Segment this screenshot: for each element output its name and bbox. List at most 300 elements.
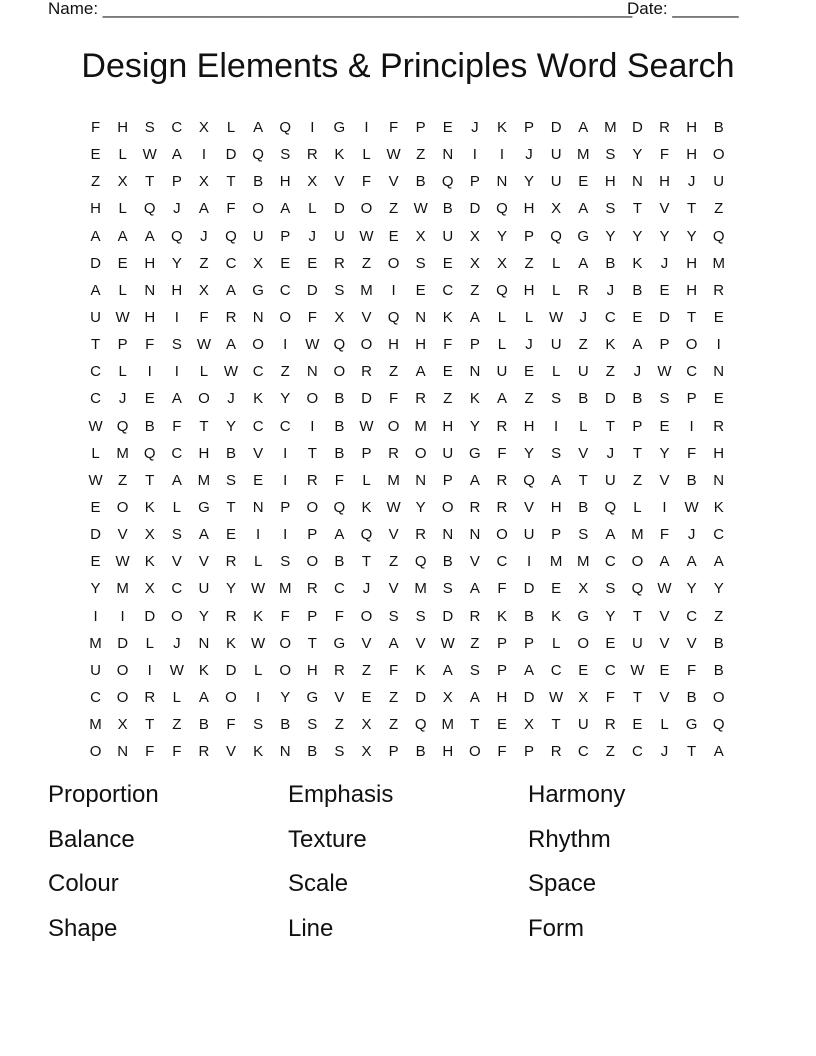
- grid-letter: V: [388, 173, 399, 191]
- grid-letter: J: [227, 390, 235, 408]
- grid-letter: R: [659, 119, 670, 137]
- grid-letter: C: [90, 363, 101, 381]
- grid-letter: W: [684, 499, 699, 517]
- word-list-item: Proportion: [48, 781, 159, 808]
- grid-letter: U: [550, 336, 562, 354]
- grid-letter: P: [524, 743, 535, 761]
- grid-letter: L: [362, 146, 371, 164]
- grid-letter: F: [497, 743, 507, 761]
- grid-letter: R: [550, 743, 562, 761]
- grid-letter: E: [117, 254, 128, 272]
- grid-letter: J: [200, 227, 208, 245]
- grid-letter: F: [280, 607, 290, 625]
- grid-letter: R: [361, 363, 372, 381]
- grid-letter: E: [280, 254, 291, 272]
- grid-letter: B: [686, 689, 697, 707]
- grid-letter: R: [577, 281, 589, 299]
- grid-letter: U: [333, 227, 345, 245]
- grid-letter: N: [469, 526, 481, 544]
- grid-letter: M: [278, 580, 292, 598]
- grid-letter: B: [713, 661, 724, 679]
- grid-letter: U: [550, 173, 562, 191]
- grid-letter: H: [686, 146, 698, 164]
- grid-letter: F: [172, 417, 182, 435]
- grid-letter: A: [171, 146, 182, 164]
- grid-letter: D: [361, 390, 372, 408]
- grid-letter: U: [632, 634, 643, 652]
- grid-letter: D: [659, 309, 670, 327]
- grid-letter: U: [442, 444, 454, 462]
- grid-letter: Q: [333, 336, 346, 354]
- grid-letter: G: [198, 499, 210, 517]
- grid-letter: L: [551, 281, 561, 299]
- grid-letter: I: [120, 607, 125, 625]
- grid-letter: U: [442, 227, 454, 245]
- grid-letter: Z: [714, 607, 724, 625]
- grid-letter: X: [496, 254, 507, 272]
- grid-letter: H: [117, 119, 129, 137]
- grid-letter: T: [90, 336, 101, 354]
- word-list-item: Shape: [48, 914, 118, 942]
- grid-letter: Q: [225, 227, 237, 245]
- grid-letter: P: [686, 390, 697, 408]
- grid-letter: N: [252, 309, 264, 327]
- grid-letter: Q: [387, 309, 400, 327]
- grid-letter: T: [470, 716, 480, 734]
- grid-letter: W: [305, 336, 320, 354]
- grid-letter: A: [469, 689, 480, 707]
- grid-letter: Y: [90, 580, 101, 598]
- grid-letter: I: [283, 526, 288, 544]
- grid-letter: E: [442, 119, 453, 137]
- grid-letter: C: [686, 607, 698, 625]
- grid-letter: L: [118, 200, 127, 218]
- grid-letter: T: [632, 200, 642, 218]
- grid-letter: F: [334, 607, 344, 625]
- grid-letter: Z: [361, 661, 372, 679]
- grid-letter: R: [469, 607, 481, 625]
- grid-letter: P: [117, 336, 128, 354]
- grid-letter: R: [496, 417, 508, 435]
- grid-letter: E: [90, 146, 101, 164]
- grid-letter: L: [118, 281, 127, 299]
- grid-letter: K: [226, 634, 237, 652]
- grid-letter: X: [469, 254, 480, 272]
- grid-letter: Z: [388, 200, 399, 218]
- grid-letter: H: [279, 173, 291, 191]
- grid-letter: V: [659, 689, 670, 707]
- grid-letter: H: [686, 254, 698, 272]
- grid-letter: I: [283, 471, 288, 489]
- grid-letter: U: [604, 471, 616, 489]
- grid-letter: L: [633, 499, 642, 517]
- word-list-item: Space: [528, 870, 597, 897]
- grid-letter: X: [524, 716, 535, 734]
- grid-letter: B: [578, 390, 589, 408]
- grid-letter: Z: [605, 363, 615, 381]
- grid-letter: V: [524, 499, 535, 517]
- grid-letter: L: [551, 254, 561, 272]
- grid-letter: M: [197, 471, 211, 489]
- grid-letter: Y: [524, 173, 535, 191]
- grid-letter: P: [524, 634, 535, 652]
- grid-letter: L: [226, 119, 236, 137]
- grid-letter: C: [604, 661, 616, 679]
- grid-letter: D: [306, 281, 318, 299]
- grid-letter: P: [469, 336, 480, 354]
- grid-letter: H: [713, 444, 725, 462]
- grid-letter: D: [550, 119, 562, 137]
- grid-letter: U: [90, 661, 101, 679]
- grid-letter: S: [469, 661, 480, 679]
- grid-letter: S: [415, 607, 426, 625]
- grid-letter: M: [360, 281, 373, 299]
- grid-letter: P: [307, 607, 318, 625]
- grid-letter: A: [253, 119, 264, 137]
- grid-letter: U: [577, 363, 589, 381]
- grid-letter: F: [605, 689, 615, 707]
- grid-letter: E: [551, 580, 562, 598]
- grid-letter: X: [551, 200, 562, 218]
- grid-letter: J: [362, 580, 371, 598]
- grid-letter: H: [144, 309, 156, 327]
- grid-letter: O: [306, 553, 319, 571]
- grid-letter: S: [551, 444, 562, 462]
- grid-letter: A: [90, 227, 101, 245]
- grid-letter: I: [716, 336, 721, 354]
- grid-letter: G: [252, 281, 264, 299]
- grid-letter: A: [469, 580, 480, 598]
- grid-letter: F: [388, 119, 399, 137]
- grid-letter: J: [308, 227, 317, 245]
- grid-letter: J: [173, 634, 181, 652]
- grid-letter: S: [551, 390, 562, 408]
- grid-letter: C: [279, 417, 291, 435]
- grid-letter: Y: [415, 499, 426, 517]
- grid-letter: K: [253, 390, 264, 408]
- grid-letter: R: [604, 716, 616, 734]
- grid-letter: K: [253, 607, 264, 625]
- grid-letter: L: [308, 200, 317, 218]
- grid-letter: M: [441, 716, 455, 734]
- grid-letter: P: [442, 471, 453, 489]
- grid-letter: N: [442, 526, 454, 544]
- grid-letter: O: [387, 417, 400, 435]
- grid-letter: N: [469, 363, 481, 381]
- grid-letter: D: [632, 119, 643, 137]
- grid-letter: G: [577, 607, 590, 625]
- grid-letter: T: [145, 471, 155, 489]
- grid-letter: Y: [686, 227, 697, 245]
- grid-letter: S: [415, 254, 426, 272]
- grid-letter: R: [469, 499, 481, 517]
- grid-letter: G: [685, 716, 698, 734]
- word-list-item: Texture: [288, 825, 367, 853]
- grid-letter: B: [334, 417, 345, 435]
- grid-letter: F: [145, 743, 155, 761]
- grid-letter: E: [415, 281, 426, 299]
- grid-letter: B: [253, 173, 264, 191]
- grid-letter: Z: [280, 363, 290, 381]
- grid-letter: A: [415, 363, 426, 381]
- grid-letter: T: [578, 471, 588, 489]
- grid-letter: V: [334, 173, 345, 191]
- grid-letter: O: [360, 607, 373, 625]
- grid-letter: Y: [632, 227, 643, 245]
- grid-letter: D: [90, 526, 101, 544]
- grid-letter: T: [632, 689, 642, 707]
- grid-letter: H: [496, 689, 508, 707]
- grid-letter: B: [686, 471, 697, 489]
- grid-letter: R: [225, 553, 237, 571]
- grid-letter: W: [657, 580, 672, 598]
- grid-letter: Z: [388, 689, 399, 707]
- grid-letter: N: [252, 499, 264, 517]
- grid-letter: T: [687, 743, 697, 761]
- grid-letter: H: [550, 499, 562, 517]
- grid-letter: I: [499, 146, 505, 164]
- grid-letter: Z: [388, 553, 399, 571]
- grid-letter: W: [359, 227, 374, 245]
- grid-letter: B: [415, 173, 426, 191]
- grid-letter: U: [523, 526, 535, 544]
- grid-letter: R: [198, 743, 210, 761]
- grid-letter: A: [171, 471, 182, 489]
- grid-letter: H: [659, 173, 670, 191]
- grid-letter: M: [116, 580, 129, 598]
- grid-letter: S: [171, 526, 182, 544]
- grid-letter: Y: [496, 227, 507, 245]
- grid-letter: J: [687, 173, 696, 191]
- grid-letter: M: [414, 417, 427, 435]
- grid-letter: I: [283, 336, 288, 354]
- grid-letter: X: [361, 716, 372, 734]
- grid-letter: Y: [659, 227, 670, 245]
- grid-letter: A: [496, 390, 507, 408]
- grid-letter: R: [415, 390, 427, 408]
- grid-letter: A: [144, 227, 155, 245]
- grid-letter: X: [144, 526, 155, 544]
- grid-letter: T: [632, 607, 642, 625]
- grid-letter: K: [334, 146, 345, 164]
- grid-letter: N: [415, 309, 427, 327]
- grid-letter: R: [388, 444, 399, 462]
- grid-letter: O: [712, 689, 725, 707]
- grid-letter: M: [604, 119, 617, 137]
- grid-letter: E: [713, 390, 724, 408]
- grid-letter: H: [523, 417, 535, 435]
- grid-letter: Z: [524, 390, 534, 408]
- grid-letter: A: [524, 661, 535, 679]
- grid-letter: F: [443, 336, 453, 354]
- grid-letter: X: [117, 716, 128, 734]
- grid-letter: O: [414, 444, 427, 462]
- grid-letter: H: [442, 417, 454, 435]
- grid-letter: K: [415, 661, 426, 679]
- grid-letter: C: [550, 661, 562, 679]
- grid-letter: W: [386, 146, 401, 164]
- grid-letter: H: [144, 254, 156, 272]
- grid-letter: Q: [143, 200, 156, 218]
- grid-letter: T: [605, 417, 615, 435]
- grid-letter: E: [496, 716, 507, 734]
- word-list-item: Colour: [48, 870, 119, 897]
- grid-letter: O: [116, 661, 129, 679]
- grid-letter: M: [549, 553, 563, 571]
- grid-letter: S: [442, 580, 453, 598]
- grid-letter: Y: [632, 146, 643, 164]
- grid-letter: T: [307, 634, 317, 652]
- grid-letter: K: [496, 607, 507, 625]
- grid-letter: Z: [443, 390, 453, 408]
- grid-letter: J: [525, 146, 533, 164]
- grid-letter: R: [496, 499, 508, 517]
- grid-letter: E: [659, 417, 670, 435]
- grid-letter: Z: [714, 200, 724, 218]
- word-list-item: Rhythm: [528, 825, 611, 853]
- grid-letter: R: [144, 689, 156, 707]
- grid-letter: I: [689, 417, 694, 435]
- grid-letter: F: [361, 173, 372, 191]
- grid-letter: D: [225, 661, 237, 679]
- grid-letter: Q: [414, 553, 427, 571]
- grid-letter: F: [226, 716, 236, 734]
- grid-letter: A: [713, 553, 724, 571]
- grid-letter: E: [253, 471, 264, 489]
- grid-letter: A: [605, 526, 616, 544]
- grid-letter: Z: [334, 716, 344, 734]
- grid-letter: H: [388, 336, 399, 354]
- grid-letter: G: [333, 634, 346, 652]
- grid-letter: A: [632, 336, 643, 354]
- grid-letter: H: [306, 661, 318, 679]
- word-list-item: Form: [528, 914, 584, 942]
- grid-letter: A: [226, 281, 237, 299]
- grid-letter: Z: [172, 716, 182, 734]
- grid-letter: A: [198, 200, 209, 218]
- grid-letter: W: [196, 336, 211, 354]
- grid-letter: I: [310, 119, 315, 137]
- grid-letter: C: [604, 553, 616, 571]
- grid-letter: C: [279, 281, 291, 299]
- grid-letter: H: [523, 200, 535, 218]
- grid-letter: O: [252, 200, 264, 218]
- grid-letter: J: [687, 526, 696, 544]
- grid-letter: V: [659, 200, 670, 218]
- grid-letter: I: [256, 689, 261, 707]
- grid-letter: X: [144, 580, 155, 598]
- grid-letter: Y: [469, 417, 480, 435]
- grid-letter: O: [441, 499, 454, 517]
- grid-letter: O: [360, 200, 373, 218]
- grid-letter: S: [253, 716, 264, 734]
- grid-letter: S: [144, 119, 155, 137]
- grid-letter: D: [523, 580, 535, 598]
- grid-letter: E: [361, 689, 372, 707]
- grid-letter: K: [361, 499, 372, 517]
- grid-letter: D: [90, 254, 101, 272]
- grid-letter: W: [169, 661, 184, 679]
- grid-letter: P: [496, 661, 507, 679]
- grid-letter: J: [660, 254, 669, 272]
- grid-letter: M: [116, 444, 129, 462]
- grid-letter: H: [198, 444, 210, 462]
- grid-letter: C: [496, 553, 508, 571]
- grid-letter: A: [171, 390, 182, 408]
- grid-letter: C: [225, 254, 237, 272]
- grid-letter: F: [145, 336, 155, 354]
- grid-letter: P: [659, 336, 670, 354]
- grid-letter: S: [226, 471, 237, 489]
- grid-letter: A: [198, 526, 209, 544]
- grid-letter: V: [469, 553, 480, 571]
- grid-letter: C: [686, 363, 698, 381]
- grid-letter: D: [604, 390, 616, 408]
- grid-letter: A: [90, 281, 101, 299]
- grid-letter: K: [442, 309, 453, 327]
- grid-letter: W: [88, 471, 103, 489]
- grid-letter: L: [172, 689, 181, 707]
- grid-letter: T: [145, 173, 155, 191]
- grid-letter: T: [551, 716, 561, 734]
- grid-letter: Z: [90, 173, 101, 191]
- grid-letter: L: [362, 471, 371, 489]
- grid-letter: H: [604, 173, 616, 191]
- grid-letter: O: [279, 634, 292, 652]
- grid-letter: Z: [199, 254, 209, 272]
- grid-letter: E: [388, 227, 399, 245]
- grid-letter: Z: [632, 471, 642, 489]
- grid-letter: K: [632, 254, 643, 272]
- grid-letter: Y: [713, 580, 724, 598]
- grid-letter: Q: [496, 281, 508, 299]
- grid-letter: V: [334, 689, 345, 707]
- grid-letter: Y: [280, 689, 291, 707]
- grid-letter: T: [145, 716, 155, 734]
- grid-letter: E: [659, 661, 670, 679]
- grid-letter: N: [442, 146, 454, 164]
- grid-letter: Y: [198, 607, 209, 625]
- grid-letter: M: [387, 471, 400, 489]
- grid-letter: L: [118, 363, 127, 381]
- grid-letter: H: [415, 336, 427, 354]
- grid-letter: V: [415, 634, 426, 652]
- grid-letter: N: [415, 471, 427, 489]
- grid-letter: E: [659, 281, 670, 299]
- grid-letter: X: [361, 743, 372, 761]
- grid-letter: Z: [361, 254, 372, 272]
- grid-letter: Q: [604, 499, 617, 517]
- grid-letter: L: [253, 553, 263, 571]
- grid-letter: P: [496, 634, 507, 652]
- grid-letter: A: [686, 553, 697, 571]
- grid-letter: Q: [496, 200, 508, 218]
- grid-letter: W: [549, 689, 564, 707]
- grid-letter: W: [88, 417, 103, 435]
- grid-letter: S: [334, 743, 345, 761]
- grid-letter: E: [524, 363, 535, 381]
- grid-letter: T: [632, 444, 642, 462]
- grid-letter: R: [713, 281, 725, 299]
- grid-letter: Y: [524, 444, 535, 462]
- grid-letter: C: [171, 580, 183, 598]
- grid-letter: Q: [360, 526, 373, 544]
- grid-letter: T: [199, 417, 209, 435]
- grid-letter: A: [469, 309, 480, 327]
- grid-letter: Z: [118, 471, 128, 489]
- grid-letter: T: [307, 444, 317, 462]
- grid-letter: R: [496, 471, 508, 489]
